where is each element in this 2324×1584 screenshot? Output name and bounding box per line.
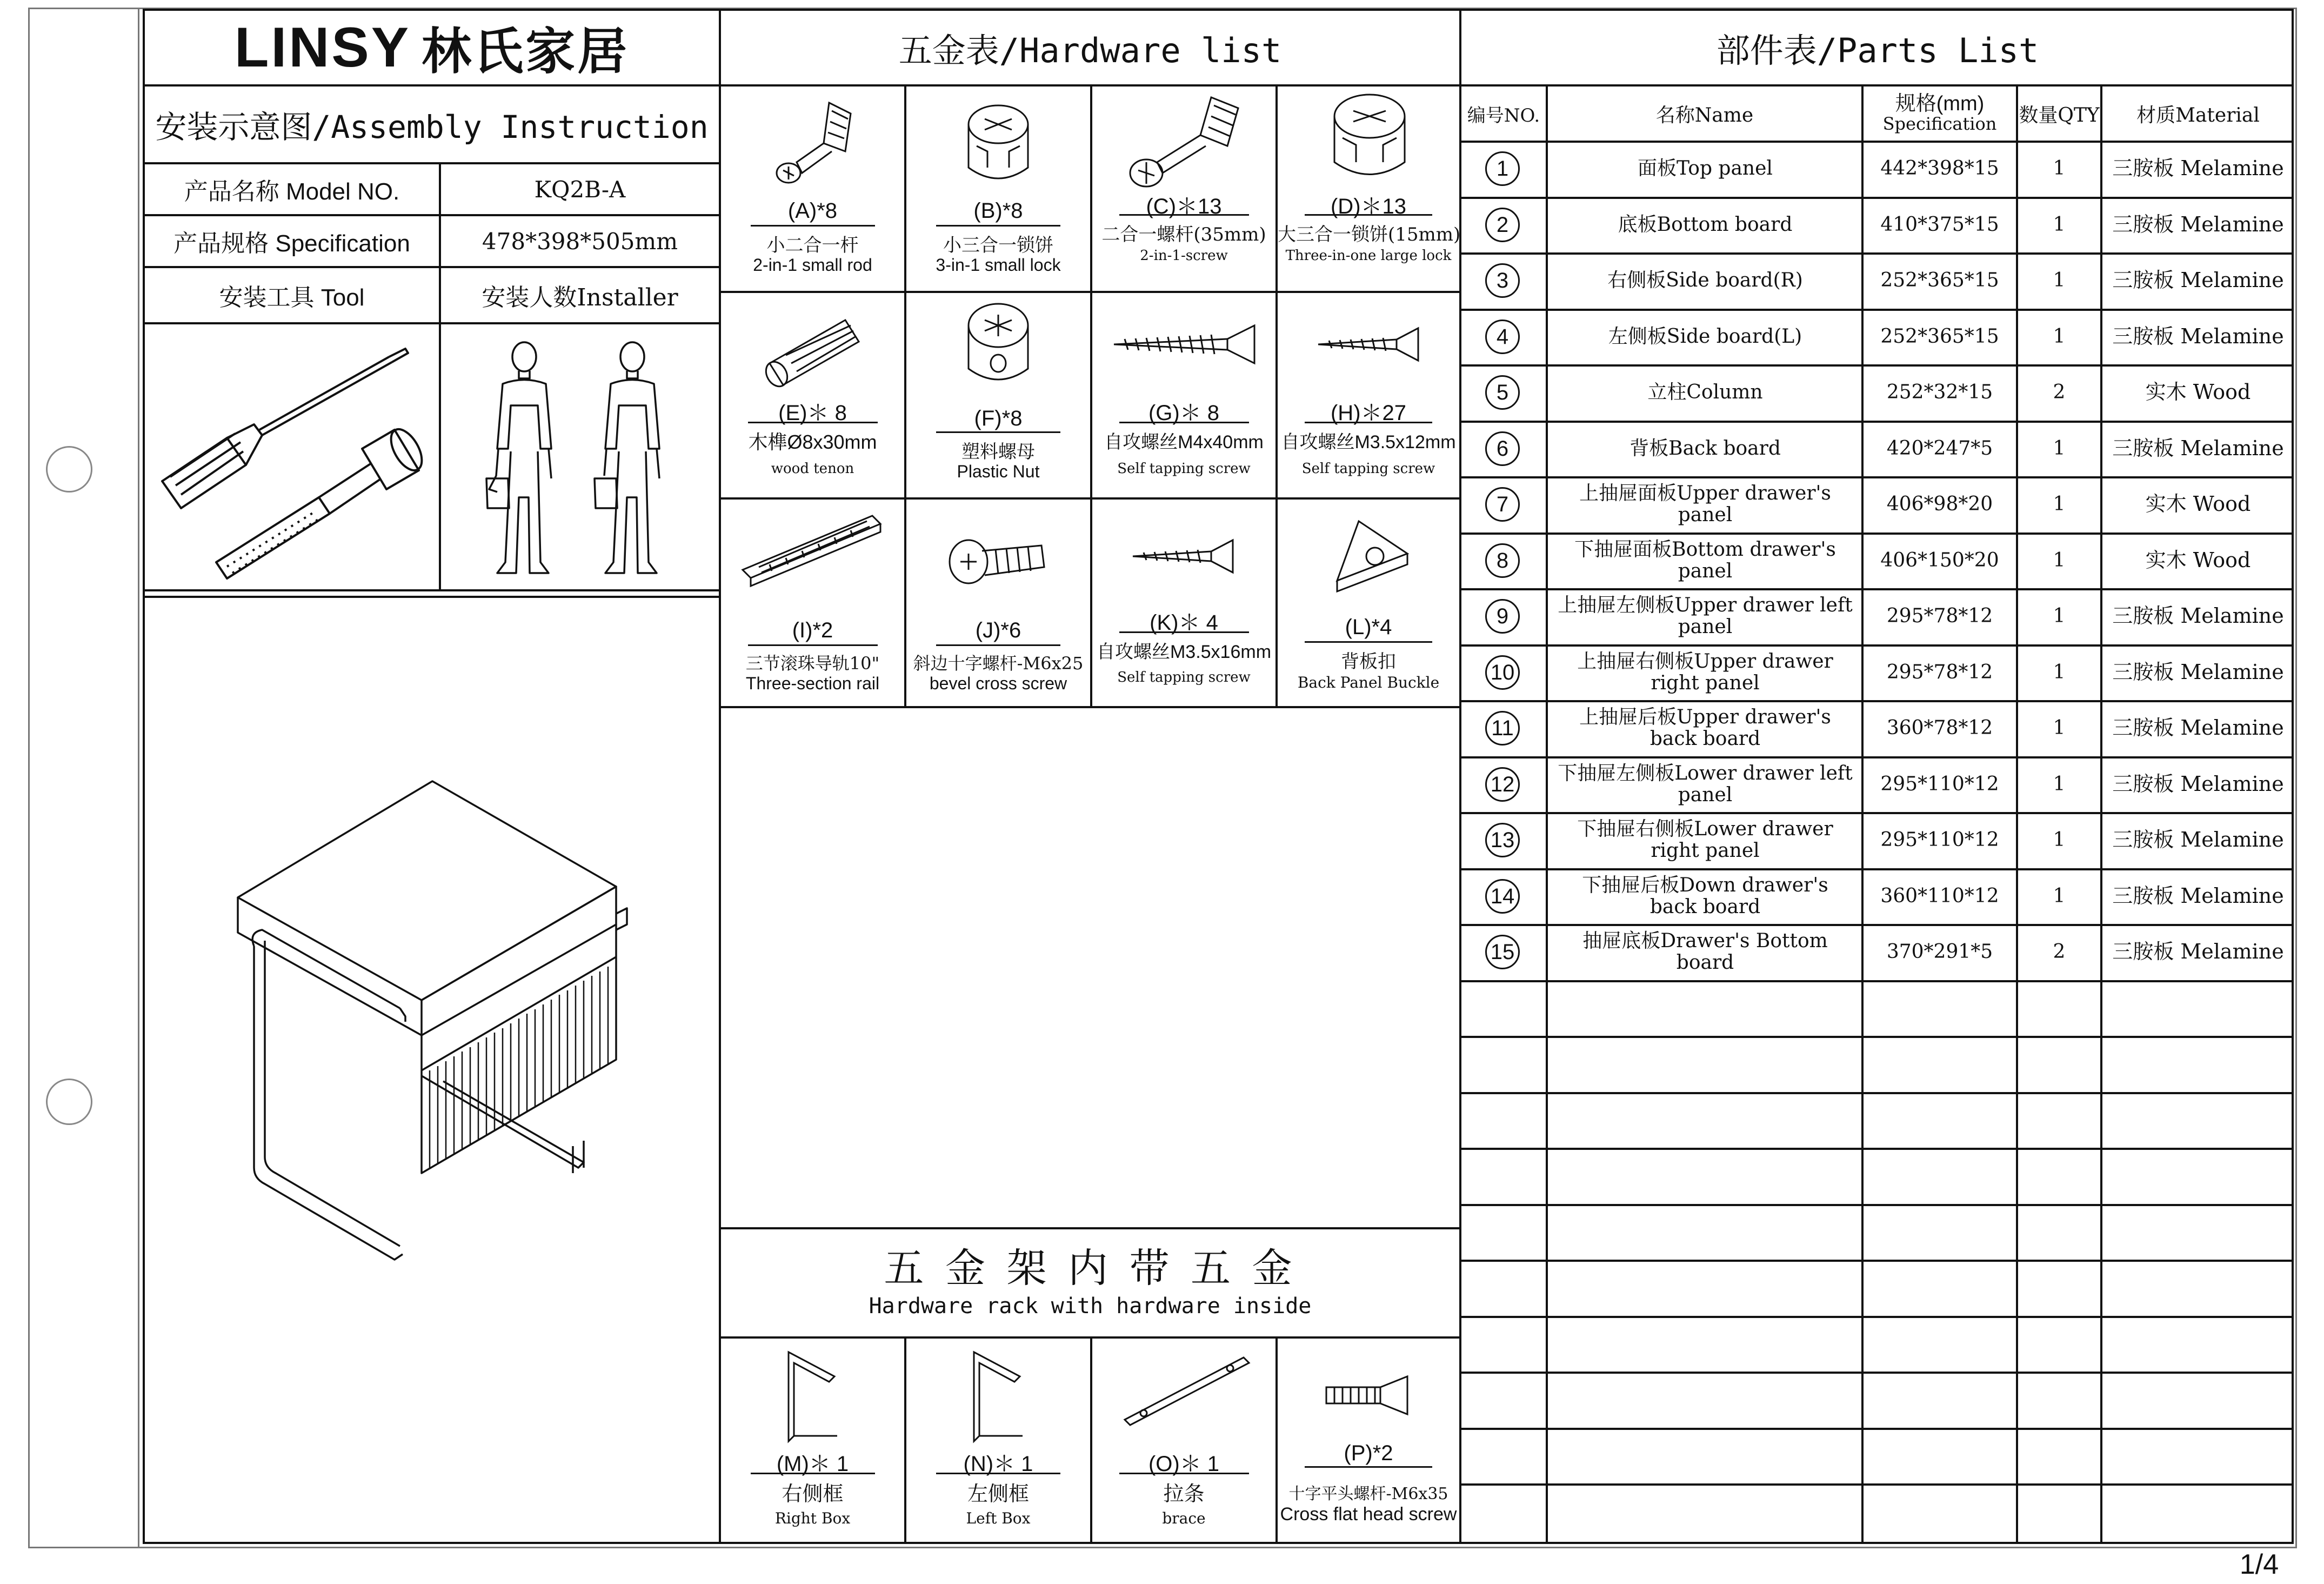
parts-row xyxy=(1459,421,2294,477)
rack-cell-n xyxy=(906,1339,1090,1544)
hw-cn: 自攻螺丝M4x40mm xyxy=(1104,432,1264,452)
hw-cn: 自攻螺丝M3.5x16mm xyxy=(1096,642,1272,662)
hammer-icon xyxy=(216,424,428,578)
part-name: 右侧板Side board(R) xyxy=(1607,269,1803,292)
part-qty: 1 xyxy=(2053,549,2066,572)
hw-cn: 左侧框 xyxy=(967,1482,1029,1506)
part-spec: 406*98*20 xyxy=(1886,493,1993,516)
hw-code: (M)＊ 1 xyxy=(776,1452,849,1476)
part-material: 三胺板 Melamine xyxy=(2112,212,2284,237)
hw-code: (N)＊ 1 xyxy=(963,1452,1033,1476)
hdr-spec-en: Specification xyxy=(1882,114,1997,134)
model-value: KQ2B-A xyxy=(534,176,626,203)
part-qty: 1 xyxy=(2053,214,2066,236)
hw-en: Self tapping screw xyxy=(1117,669,1251,685)
part-material: 三胺板 Melamine xyxy=(2112,660,2284,684)
part-number: 15 xyxy=(1485,935,1520,969)
punch-hole-top xyxy=(46,446,92,492)
part-material: 实木 Wood xyxy=(2145,548,2251,573)
hw-cell-e xyxy=(721,293,904,497)
screw-rod-icon xyxy=(1108,86,1260,195)
part-spec: 295*78*12 xyxy=(1886,661,1993,684)
right-frame-icon xyxy=(780,1344,845,1447)
screw-icon xyxy=(1103,315,1265,374)
part-spec: 252*32*15 xyxy=(1886,381,1993,404)
hw-en: Plastic Nut xyxy=(957,462,1040,481)
hw-cn: 小三合一锁饼 xyxy=(943,235,1053,256)
hw-en: Self tapping screw xyxy=(1301,461,1435,477)
part-name: 上抽屉后板Upper drawer's back board xyxy=(1579,706,1831,750)
hdr-spec-cn: 规格(mm) xyxy=(1895,92,1985,115)
rack-cell-m xyxy=(721,1339,904,1544)
hw-cn: 二合一螺杆(35mm) xyxy=(1101,224,1266,245)
hw-code: (P)*2 xyxy=(1344,1441,1393,1465)
hw-code: (J)*6 xyxy=(975,618,1021,642)
hw-cell-l xyxy=(1278,500,1459,706)
binding-margin-line xyxy=(138,8,139,1548)
part-spec: 406*150*20 xyxy=(1880,549,1999,572)
part-qty: 1 xyxy=(2053,885,2066,908)
back-panel-buckle-icon xyxy=(1326,510,1413,602)
part-number: 7 xyxy=(1485,487,1520,522)
assembly-title: 安装示意图/Assembly Instruction xyxy=(155,109,709,145)
part-number: 13 xyxy=(1485,823,1520,857)
page-number: 1/4 xyxy=(2239,1549,2279,1580)
small-lock-icon xyxy=(955,97,1041,195)
part-spec: 442*398*15 xyxy=(1880,157,1999,180)
hw-en: Right Box xyxy=(774,1509,851,1527)
rack-title-cn: 五 金 架 内 带 五 金 xyxy=(884,1245,1297,1292)
part-material: 三胺板 Melamine xyxy=(2112,156,2284,181)
part-material: 三胺板 Melamine xyxy=(2112,324,2284,349)
parts-row xyxy=(1459,533,2294,589)
parts-row xyxy=(1459,252,2294,309)
hw-code: (K)＊ 4 xyxy=(1150,611,1218,635)
hw-cell-d xyxy=(1278,86,1459,291)
hw-cell-g xyxy=(1092,293,1275,497)
person-icon-2 xyxy=(595,342,659,573)
part-qty: 1 xyxy=(2053,661,2066,684)
tool-label: 安装工具 Tool xyxy=(219,284,365,311)
hw-code: (A)*8 xyxy=(787,199,838,223)
part-name: 下抽屉左侧板Lower drawer left panel xyxy=(1558,762,1853,806)
rack-cell-o xyxy=(1092,1339,1275,1544)
hw-cn: 斜边十字螺杆-M6x25 xyxy=(913,653,1084,674)
model-label: 产品名称 Model NO. xyxy=(184,178,400,205)
part-name: 底板Bottom board xyxy=(1618,214,1793,236)
part-spec: 252*365*15 xyxy=(1880,325,1999,348)
hw-cn: 塑料螺母 xyxy=(961,441,1035,463)
hdr-name: 名称Name xyxy=(1655,104,1754,127)
part-name: 上抽屉左侧板Upper drawer left panel xyxy=(1558,594,1853,638)
hw-en: Self tapping screw xyxy=(1117,461,1251,477)
hw-cell-k xyxy=(1092,500,1275,706)
part-spec: 410*375*15 xyxy=(1880,214,1999,236)
part-spec: 252*365*15 xyxy=(1880,269,1999,292)
wood-tenon-icon xyxy=(748,304,878,390)
screw-icon xyxy=(1125,532,1244,581)
parts-row xyxy=(1459,588,2294,644)
part-number: 5 xyxy=(1485,375,1520,410)
part-spec: 295*110*12 xyxy=(1880,829,1999,851)
installers-illustration xyxy=(465,335,703,584)
part-spec: 360*110*12 xyxy=(1880,885,1999,908)
hw-cn: 拉条 xyxy=(1163,1482,1205,1506)
spec-label: 产品规格 Specification xyxy=(173,230,410,257)
hw-cell-i xyxy=(721,500,904,706)
hw-en: Three-in-one large lock xyxy=(1285,248,1452,264)
hw-code: (B)*8 xyxy=(973,199,1023,223)
part-qty: 1 xyxy=(2053,493,2066,516)
parts-row xyxy=(1459,364,2294,421)
part-qty: 1 xyxy=(2053,717,2066,740)
hw-en: brace xyxy=(1162,1509,1206,1527)
hw-code: (O)＊ 1 xyxy=(1148,1452,1220,1476)
brand-logo xyxy=(145,11,719,84)
hw-cn: 小二合一杆 xyxy=(766,235,859,256)
hardware-title: 五金表/Hardware list xyxy=(898,30,1282,70)
part-qty: 1 xyxy=(2053,269,2066,292)
hw-code: (F)*8 xyxy=(974,407,1023,430)
bevel-screw-icon xyxy=(944,527,1052,597)
part-name: 下抽屉右侧板Lower drawer right panel xyxy=(1577,818,1833,862)
part-spec: 420*247*5 xyxy=(1886,437,1993,460)
hw-cell-c xyxy=(1092,86,1275,291)
part-number: 9 xyxy=(1485,599,1520,634)
spec-value: 478*398*505mm xyxy=(482,228,678,255)
hw-en: 3-in-1 small lock xyxy=(936,255,1061,275)
screw-icon xyxy=(1310,320,1429,369)
part-material: 实木 Wood xyxy=(2145,492,2251,516)
parts-row xyxy=(1459,868,2294,924)
hw-cell-a xyxy=(721,86,904,291)
parts-row xyxy=(1459,756,2294,813)
hw-en: 2-in-1-screw xyxy=(1140,248,1228,264)
part-qty: 2 xyxy=(2053,381,2066,404)
hw-en: Back Panel Buckle xyxy=(1297,674,1440,691)
person-icon xyxy=(486,342,551,573)
part-material: 三胺板 Melamine xyxy=(2112,772,2284,796)
installer-label: 安装人数Installer xyxy=(482,284,678,311)
part-material: 三胺板 Melamine xyxy=(2112,436,2284,461)
hw-cn: 三节滚珠导轨10" xyxy=(745,653,880,674)
part-qty: 1 xyxy=(2053,325,2066,348)
hw-cn: 背板扣 xyxy=(1341,651,1396,673)
part-number: 2 xyxy=(1485,208,1520,242)
hw-code: (D)＊13 xyxy=(1330,195,1407,218)
hw-cell-j xyxy=(906,500,1090,706)
tools-illustration xyxy=(146,335,438,584)
part-qty: 1 xyxy=(2053,829,2066,851)
part-spec: 295*78*12 xyxy=(1886,605,1993,628)
rack-cell-p xyxy=(1278,1339,1459,1544)
hw-code: (I)*2 xyxy=(792,618,833,642)
logo-cn: 林氏家居 xyxy=(422,24,630,79)
hw-en: Three-section rail xyxy=(745,674,880,693)
part-name: 背板Back board xyxy=(1630,437,1781,460)
part-number: 1 xyxy=(1485,151,1520,186)
hw-en: 2-in-1 small rod xyxy=(753,255,872,275)
part-name: 抽屉底板Drawer's Bottom board xyxy=(1582,930,1828,974)
parts-title: 部件表/Parts List xyxy=(1716,30,2039,70)
hw-en: Left Box xyxy=(966,1509,1031,1527)
part-number: 3 xyxy=(1485,263,1520,298)
part-number: 8 xyxy=(1485,543,1520,578)
part-number: 11 xyxy=(1485,711,1520,746)
hw-en: Cross flat head screw xyxy=(1280,1504,1457,1525)
part-name: 上抽屉面板Upper drawer's panel xyxy=(1579,482,1831,526)
hdr-qty: 数量QTY xyxy=(2019,104,2100,127)
part-name: 下抽屉面板Bottom drawer's panel xyxy=(1574,538,1836,582)
parts-row xyxy=(1459,476,2294,533)
parts-row xyxy=(1459,812,2294,868)
part-name: 面板Top panel xyxy=(1638,157,1773,180)
part-material: 三胺板 Melamine xyxy=(2112,828,2284,852)
hw-code: (L)*4 xyxy=(1345,615,1392,639)
part-qty: 1 xyxy=(2053,157,2066,180)
part-name: 上抽屉右侧板Upper drawer right panel xyxy=(1577,650,1833,694)
part-number: 12 xyxy=(1485,767,1520,802)
part-qty: 2 xyxy=(2053,941,2066,963)
logo-text: LINSY xyxy=(234,16,411,79)
part-qty: 1 xyxy=(2053,437,2066,460)
hw-cell-b xyxy=(906,86,1090,291)
product-illustration xyxy=(162,746,703,1276)
hdr-spec xyxy=(1864,86,2016,141)
part-number: 10 xyxy=(1485,655,1520,690)
hw-cell-f xyxy=(906,293,1090,497)
part-name: 左侧板Side board(L) xyxy=(1608,325,1802,348)
parts-row xyxy=(1459,197,2294,253)
flat-head-screw-icon xyxy=(1321,1371,1418,1420)
rack-title-en: Hardware rack with hardware inside xyxy=(869,1294,1312,1319)
rail-icon xyxy=(737,510,889,591)
part-material: 三胺板 Melamine xyxy=(2112,604,2284,628)
part-number: 4 xyxy=(1485,320,1520,354)
hw-cell-h xyxy=(1278,293,1459,497)
large-lock-icon xyxy=(1321,86,1418,189)
part-qty: 1 xyxy=(2053,605,2066,628)
part-material: 三胺板 Melamine xyxy=(2112,940,2284,964)
part-number: 6 xyxy=(1485,431,1520,466)
hdr-no: 编号NO. xyxy=(1467,104,1540,127)
hdr-material: 材质Material xyxy=(2136,104,2260,127)
hw-cn: 十字平头螺杆-M6x35 xyxy=(1288,1485,1448,1503)
part-material: 三胺板 Melamine xyxy=(2112,716,2284,740)
part-name: 立柱Column xyxy=(1647,381,1763,404)
hw-cn: 右侧框 xyxy=(782,1482,844,1506)
part-spec: 360*78*12 xyxy=(1886,717,1993,740)
parts-row xyxy=(1459,309,2294,365)
part-name: 下抽屉后板Down drawer's back board xyxy=(1582,874,1828,918)
hw-en: bevel cross screw xyxy=(929,674,1067,693)
parts-row xyxy=(1459,141,2294,197)
part-material: 三胺板 Melamine xyxy=(2112,268,2284,292)
left-frame-icon xyxy=(966,1344,1031,1447)
parts-row xyxy=(1459,644,2294,701)
brace-icon xyxy=(1114,1349,1260,1430)
part-material: 三胺板 Melamine xyxy=(2112,884,2284,908)
part-spec: 295*110*12 xyxy=(1880,773,1999,796)
plastic-nut-icon xyxy=(958,298,1039,396)
hw-code: (G)＊ 8 xyxy=(1148,401,1220,425)
hw-code: (H)＊27 xyxy=(1330,401,1407,425)
part-spec: 370*291*5 xyxy=(1886,941,1993,963)
hw-cn: 大三合一锁饼(15mm) xyxy=(1278,224,1461,245)
part-qty: 1 xyxy=(2053,773,2066,796)
part-number: 14 xyxy=(1485,879,1520,914)
hw-cn: 木榫Ø8x30mm xyxy=(748,431,877,453)
parts-row xyxy=(1459,924,2294,980)
parts-row xyxy=(1459,700,2294,756)
hw-en: wood tenon xyxy=(771,461,854,477)
hw-code: (C)＊13 xyxy=(1146,195,1222,218)
part-material: 实木 Wood xyxy=(2145,380,2251,404)
punch-hole-bottom xyxy=(46,1079,92,1125)
small-rod-icon xyxy=(764,92,862,200)
hw-code: (E)＊ 8 xyxy=(778,401,847,425)
hw-cn: 自攻螺丝M3.5x12mm xyxy=(1281,432,1456,452)
